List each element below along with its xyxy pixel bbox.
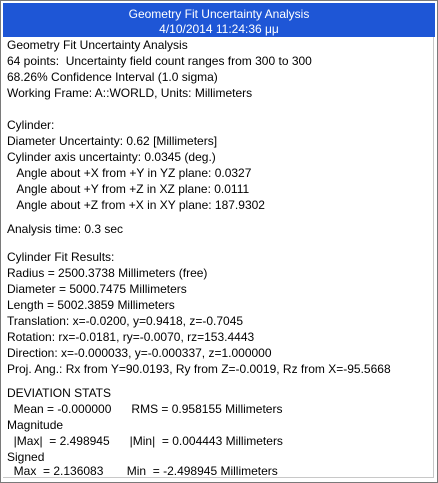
report-line: Angle about +Z from +X in XY plane: 187.9302 xyxy=(7,198,265,212)
report-line: Diameter = 5000.7475 Millimeters xyxy=(7,282,187,296)
report-line: Analysis time: 0.3 sec xyxy=(7,222,124,236)
report-line: Cylinder: xyxy=(7,118,55,132)
report-line: Max = 2.136083 Min = -2.498945 Millimeters xyxy=(7,464,278,478)
report-line: Mean = -0.000000 RMS = 0.958155 Millimeters xyxy=(7,402,283,416)
report-line: Cylinder Fit Results: xyxy=(7,250,115,264)
report-line: Cylinder axis uncertainty: 0.0345 (deg.) xyxy=(7,150,216,164)
report-header xyxy=(3,3,435,37)
report-line: 64 points: Uncertainty field count ranges from 300 to 300 xyxy=(7,54,312,68)
report-title: Geometry Fit Uncertainty Analysis xyxy=(128,7,310,21)
report-line: Proj. Ang.: Rx from Y=90.0193, Ry from Z=-0.0019, Rz from X=-95.5668 xyxy=(7,362,391,376)
report-line: |Max| = 2.498945 |Min| = 0.004443 Millimeters xyxy=(7,434,283,448)
report-line: Angle about +X from +Y in YZ plane: 0.0327 xyxy=(7,166,252,180)
report-line: Signed xyxy=(7,450,45,464)
report-line: Angle about +Y from +Z in XZ plane: 0.0111 xyxy=(7,182,250,196)
report-line: 68.26% Confidence Interval (1.0 sigma) xyxy=(7,70,218,84)
report-line: DEVIATION STATS xyxy=(7,386,112,400)
report-line: Magnitude xyxy=(7,418,64,432)
report-line: Length = 5002.3859 Millimeters xyxy=(7,298,175,312)
report-line: Geometry Fit Uncertainty Analysis xyxy=(7,38,188,52)
report-line: Diameter Uncertainty: 0.62 [Millimeters] xyxy=(7,134,218,148)
report-line: Radius = 2500.3738 Millimeters (free) xyxy=(7,266,208,280)
report-line: Rotation: rx=-0.0181, ry=-0.0070, rz=153.4443 xyxy=(7,330,255,344)
report-line: Translation: x=-0.0200, y=0.9418, z=-0.7045 xyxy=(7,314,244,328)
report-timestamp: 4/10/2014 11:24:36 μμ xyxy=(159,22,279,36)
report-line: Working Frame: A::WORLD, Units: Millimeters xyxy=(7,86,253,100)
report-line: Direction: x=-0.000033, y=-0.000337, z=1.000000 xyxy=(7,346,272,360)
report-body[interactable] xyxy=(3,37,434,478)
